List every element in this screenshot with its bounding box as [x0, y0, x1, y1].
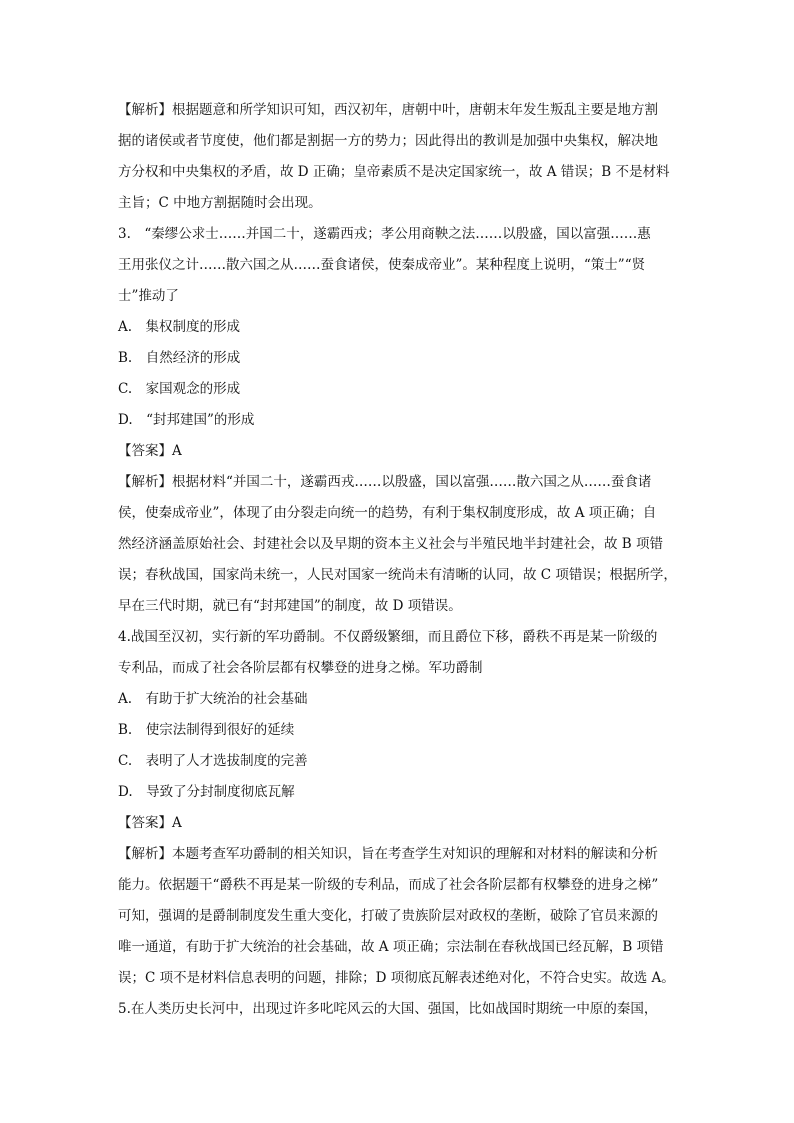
q4-option-d: [118, 777, 678, 808]
text-line: 士”推动了: [118, 288, 179, 304]
text-line: A. 有助于扩大统治的社会基础: [118, 691, 308, 707]
question-3-stem: [118, 219, 678, 312]
analysis-q3: [118, 467, 678, 622]
analysis-q4: [118, 839, 678, 994]
text-line: 3. “秦缪公求士……并国二十，遂霸西戎；孝公用商鞅之法……以殷盛，国以富强……惠: [118, 226, 651, 242]
text-line: 误；春秋战国，国家尚未统一，人民对国家一统尚未有清晰的认同，故 C 项错误；根据所学，: [118, 567, 677, 583]
text-line: 专利品，而成了社会各阶层都有权攀登的进身之梯。军功爵制: [118, 660, 483, 676]
q3-option-b: [118, 343, 678, 374]
q4-option-c: [118, 746, 678, 777]
q3-answer: [118, 436, 678, 467]
text-line: 可知，强调的是爵制制度发生重大变化，打破了贵族阶层对政权的垄断，破除了官员来源的: [118, 908, 658, 924]
q3-option-a: [118, 312, 678, 343]
text-line: 【解析】本题考查军功爵制的相关知识，旨在考查学生对知识的理解和对材料的解读和分析: [118, 846, 658, 862]
q4-option-a: [118, 684, 678, 715]
q3-option-d: [118, 405, 678, 436]
question-5-stem: [118, 994, 678, 1025]
document-body: [118, 95, 678, 1025]
text-line: 侯，使秦成帝业”，体现了由分裂走向统一的趋势，有利于集权制度形成，故 A 项正确；自: [118, 505, 657, 521]
text-line: C. 表明了人才选拔制度的完善: [118, 753, 308, 769]
q4-answer: [118, 808, 678, 839]
text-line: 【解析】根据材料“并国二十，遂霸西戎……以殷盛，国以富强……散六国之从……蚕食诸: [118, 474, 652, 490]
text-line: 误；C 项不是材料信息表明的问题，排除；D 项彻底瓦解表述绝对化，不符合史实。故选 A。: [118, 970, 675, 986]
text-line: 早在三代时期，就已有“封邦建国”的制度，故 D 项错误。: [118, 598, 462, 614]
text-line: 据的诸侯或者节度使，他们都是割据一方的势力；因此得出的教训是加强中央集权，解决地: [118, 133, 658, 149]
text-line: 4.战国至汉初，实行新的军功爵制。不仅爵级繁细，而且爵位下移，爵秩不再是某一阶级的: [118, 629, 658, 645]
text-line: 5.在人类历史长河中，出现过许多叱咤风云的大国、强国，比如战国时期统一中原的秦国，: [118, 1001, 658, 1017]
text-line: 【解析】根据题意和所学知识可知，西汉初年，唐朝中叶，唐朝末年发生叛乱主要是地方割: [118, 102, 658, 118]
text-line: B. 使宗法制得到很好的延续: [118, 722, 295, 738]
analysis-q2: [118, 95, 678, 219]
text-line: A. 集权制度的形成: [118, 319, 241, 335]
text-line: 【答案】A: [118, 815, 182, 831]
text-line: 然经济涵盖原始社会、封建社会以及早期的资本主义社会与半殖民地半封建社会，故 B 项错: [118, 536, 664, 552]
question-4-stem: [118, 622, 678, 684]
text-line: 方分权和中央集权的矛盾，故 D 正确；皇帝素质不是决定国家统一，故 A 错误；B 不是材料: [118, 164, 670, 180]
text-line: B. 自然经济的形成: [118, 350, 241, 366]
text-line: 唯一通道，有助于扩大统治的社会基础，故 A 项正确；宗法制在春秋战国已经瓦解，B 项错: [118, 939, 664, 955]
text-line: D. 导致了分封制度彻底瓦解: [118, 784, 295, 800]
text-line: 主旨；C 中地方割据随时会出现。: [118, 195, 322, 211]
q3-option-c: [118, 374, 678, 405]
text-line: 【答案】A: [118, 443, 182, 459]
text-line: 王用张仪之计……散六国之从……蚕食诸侯，使秦成帝业”。某种程度上说明，“策士”“贤: [118, 257, 646, 273]
text-line: C. 家国观念的形成: [118, 381, 241, 397]
q4-option-b: [118, 715, 678, 746]
text-line: 能力。依据题干“爵秩不再是某一阶级的专利品，而成了社会各阶层都有权攀登的进身之梯”: [118, 877, 659, 893]
text-line: D. “封邦建国”的形成: [118, 412, 255, 428]
